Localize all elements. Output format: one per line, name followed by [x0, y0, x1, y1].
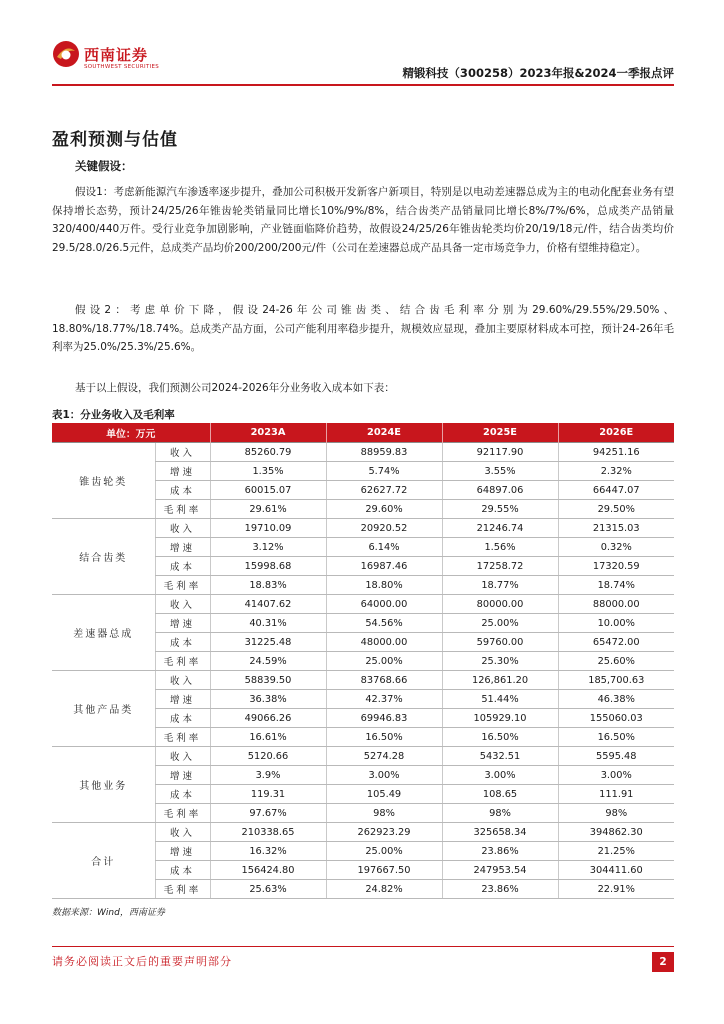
page-header [52, 40, 674, 84]
metric-label: 收入 [155, 747, 210, 766]
value-cell: 42.37% [326, 690, 442, 709]
company-logo [52, 40, 192, 80]
table-row [52, 823, 674, 842]
value-cell: 155060.03 [558, 709, 674, 728]
value-cell: 108.65 [442, 785, 558, 804]
year-header: 2023A [210, 423, 326, 443]
value-cell: 3.12% [210, 538, 326, 557]
value-cell: 59760.00 [442, 633, 558, 652]
disclaimer-text: 请务必阅读正文后的重要声明部分 [52, 955, 232, 968]
value-cell: 29.50% [558, 500, 674, 519]
value-cell: 29.61% [210, 500, 326, 519]
value-cell: 105929.10 [442, 709, 558, 728]
metric-label: 增速 [155, 766, 210, 785]
metric-label: 成本 [155, 633, 210, 652]
value-cell: 0.32% [558, 538, 674, 557]
value-cell: 98% [326, 804, 442, 823]
value-cell: 24.82% [326, 880, 442, 899]
value-cell: 1.56% [442, 538, 558, 557]
metric-label: 成本 [155, 709, 210, 728]
value-cell: 394862.30 [558, 823, 674, 842]
value-cell: 325658.34 [442, 823, 558, 842]
logo-text-cn: 西南证券 [84, 46, 149, 64]
value-cell: 51.44% [442, 690, 558, 709]
value-cell: 5595.48 [558, 747, 674, 766]
value-cell: 3.00% [558, 766, 674, 785]
data-source-note: 数据来源：Wind，西南证券 [52, 908, 165, 918]
value-cell: 66447.07 [558, 481, 674, 500]
value-cell: 247953.54 [442, 861, 558, 880]
value-cell: 46.38% [558, 690, 674, 709]
segment-name: 其他业务 [52, 747, 155, 823]
value-cell: 24.59% [210, 652, 326, 671]
value-cell: 36.38% [210, 690, 326, 709]
metric-label: 毛利率 [155, 728, 210, 747]
metric-label: 增速 [155, 842, 210, 861]
value-cell: 105.49 [326, 785, 442, 804]
year-header: 2025E [442, 423, 558, 443]
value-cell: 16.50% [558, 728, 674, 747]
metric-label: 增速 [155, 538, 210, 557]
value-cell: 21.25% [558, 842, 674, 861]
key-assumptions-heading: 关键假设： [75, 159, 133, 173]
value-cell: 60015.07 [210, 481, 326, 500]
metric-label: 收入 [155, 823, 210, 842]
value-cell: 25.00% [326, 842, 442, 861]
value-cell: 65472.00 [558, 633, 674, 652]
value-cell: 18.74% [558, 576, 674, 595]
metric-label: 毛利率 [155, 804, 210, 823]
table-row [52, 595, 674, 614]
value-cell: 15998.68 [210, 557, 326, 576]
value-cell: 62627.72 [326, 481, 442, 500]
metric-label: 毛利率 [155, 576, 210, 595]
table-row [52, 443, 674, 462]
value-cell: 29.60% [326, 500, 442, 519]
value-cell: 98% [558, 804, 674, 823]
value-cell: 5120.66 [210, 747, 326, 766]
report-title: 精锻科技（300258）2023年报&2024一季报点评 [402, 66, 674, 80]
value-cell: 64897.06 [442, 481, 558, 500]
metric-label: 成本 [155, 481, 210, 500]
table-row [52, 747, 674, 766]
value-cell: 5274.28 [326, 747, 442, 766]
value-cell: 18.83% [210, 576, 326, 595]
metric-label: 成本 [155, 557, 210, 576]
assumption-1-paragraph: 假设1：考虑新能源汽车渗透率逐步提升，叠加公司积极开发新客户新项目，特别是以电动差速器总成为主的电动化配套业务有望保持增长态势，预计24/25/26年锥齿轮类销量同比增长10%/9%/8%，结合齿类产品销量同比增长8%/7%/6%，总成类产品销量320/400/440万件。受行业竞争加剧影响，产业链面临降价趋势，故假设24/25/26年锥齿轮类均价20/19/18元/件，结合齿类均价29.5/28.0/26.5元件，总成类产品均价200/200/200元/件（公司在差速器总成产品具备一定市场竞争力，价格有望维持稳定）。 [52, 186, 674, 254]
value-cell: 83768.66 [326, 671, 442, 690]
value-cell: 111.91 [558, 785, 674, 804]
table-row [52, 519, 674, 538]
value-cell: 210338.65 [210, 823, 326, 842]
table-header-row [52, 423, 674, 443]
value-cell: 2.32% [558, 462, 674, 481]
value-cell: 25.00% [326, 652, 442, 671]
metric-label: 增速 [155, 614, 210, 633]
metric-label: 毛利率 [155, 500, 210, 519]
value-cell: 6.14% [326, 538, 442, 557]
metric-label: 成本 [155, 785, 210, 804]
assumption-2-paragraph: 假设2：考虑单价下降，假设24-26年公司锥齿类、结合齿毛利率分别为29.60%/29.55%/29.50%、18.80%/18.77%/18.74%。总成类产品方面，公司产能利用率稳步提升，规模效应显现，叠加主要原材料成本可控，预计24-26年毛利率为25.0%/25.3%/25.6%。 [52, 304, 674, 354]
value-cell: 18.77% [442, 576, 558, 595]
segment-revenue-table [52, 423, 674, 899]
value-cell: 69946.83 [326, 709, 442, 728]
table-caption: 表1：分业务收入及毛利率 [52, 409, 175, 421]
metric-label: 成本 [155, 861, 210, 880]
value-cell: 21246.74 [442, 519, 558, 538]
value-cell: 21315.03 [558, 519, 674, 538]
page-number: 2 [652, 952, 674, 972]
value-cell: 88000.00 [558, 595, 674, 614]
unit-header: 单位：万元 [52, 423, 210, 443]
value-cell: 97.67% [210, 804, 326, 823]
value-cell: 92117.90 [442, 443, 558, 462]
value-cell: 156424.80 [210, 861, 326, 880]
year-header: 2026E [558, 423, 674, 443]
value-cell: 16.61% [210, 728, 326, 747]
value-cell: 185,700.63 [558, 671, 674, 690]
metric-label: 收入 [155, 595, 210, 614]
segment-name: 合计 [52, 823, 155, 899]
value-cell: 23.86% [442, 880, 558, 899]
value-cell: 5432.51 [442, 747, 558, 766]
value-cell: 10.00% [558, 614, 674, 633]
segment-name: 其他产品类 [52, 671, 155, 747]
value-cell: 58839.50 [210, 671, 326, 690]
value-cell: 5.74% [326, 462, 442, 481]
value-cell: 16.32% [210, 842, 326, 861]
table-row [52, 671, 674, 690]
segment-name: 结合齿类 [52, 519, 155, 595]
value-cell: 88959.83 [326, 443, 442, 462]
value-cell: 64000.00 [326, 595, 442, 614]
value-cell: 3.55% [442, 462, 558, 481]
value-cell: 54.56% [326, 614, 442, 633]
segment-name: 差速器总成 [52, 595, 155, 671]
logo-emblem-icon [52, 40, 80, 68]
value-cell: 25.00% [442, 614, 558, 633]
value-cell: 16987.46 [326, 557, 442, 576]
footer-divider [52, 946, 674, 947]
section-title: 盈利预测与估值 [52, 130, 178, 150]
value-cell: 25.63% [210, 880, 326, 899]
logo-text-en: SOUTHWEST SECURITIES [84, 64, 160, 70]
value-cell: 17258.72 [442, 557, 558, 576]
value-cell: 23.86% [442, 842, 558, 861]
segment-name: 锥齿轮类 [52, 443, 155, 519]
value-cell: 16.50% [442, 728, 558, 747]
metric-label: 增速 [155, 690, 210, 709]
value-cell: 3.00% [442, 766, 558, 785]
year-header: 2024E [326, 423, 442, 443]
value-cell: 48000.00 [326, 633, 442, 652]
value-cell: 22.91% [558, 880, 674, 899]
metric-label: 增速 [155, 462, 210, 481]
value-cell: 19710.09 [210, 519, 326, 538]
value-cell: 98% [442, 804, 558, 823]
value-cell: 80000.00 [442, 595, 558, 614]
header-divider [52, 84, 674, 86]
value-cell: 119.31 [210, 785, 326, 804]
value-cell: 85260.79 [210, 443, 326, 462]
metric-label: 收入 [155, 443, 210, 462]
value-cell: 25.60% [558, 652, 674, 671]
value-cell: 197667.50 [326, 861, 442, 880]
metric-label: 毛利率 [155, 880, 210, 899]
value-cell: 29.55% [442, 500, 558, 519]
value-cell: 25.30% [442, 652, 558, 671]
value-cell: 3.9% [210, 766, 326, 785]
value-cell: 18.80% [326, 576, 442, 595]
value-cell: 20920.52 [326, 519, 442, 538]
metric-label: 毛利率 [155, 652, 210, 671]
forecast-intro-paragraph: 基于以上假设，我们预测公司2024-2026年分业务收入成本如下表： [75, 382, 395, 394]
value-cell: 94251.16 [558, 443, 674, 462]
value-cell: 3.00% [326, 766, 442, 785]
value-cell: 126,861.20 [442, 671, 558, 690]
table-body [52, 443, 674, 899]
value-cell: 304411.60 [558, 861, 674, 880]
value-cell: 1.35% [210, 462, 326, 481]
value-cell: 16.50% [326, 728, 442, 747]
value-cell: 17320.59 [558, 557, 674, 576]
value-cell: 31225.48 [210, 633, 326, 652]
value-cell: 262923.29 [326, 823, 442, 842]
value-cell: 41407.62 [210, 595, 326, 614]
metric-label: 收入 [155, 519, 210, 538]
value-cell: 40.31% [210, 614, 326, 633]
metric-label: 收入 [155, 671, 210, 690]
value-cell: 49066.26 [210, 709, 326, 728]
